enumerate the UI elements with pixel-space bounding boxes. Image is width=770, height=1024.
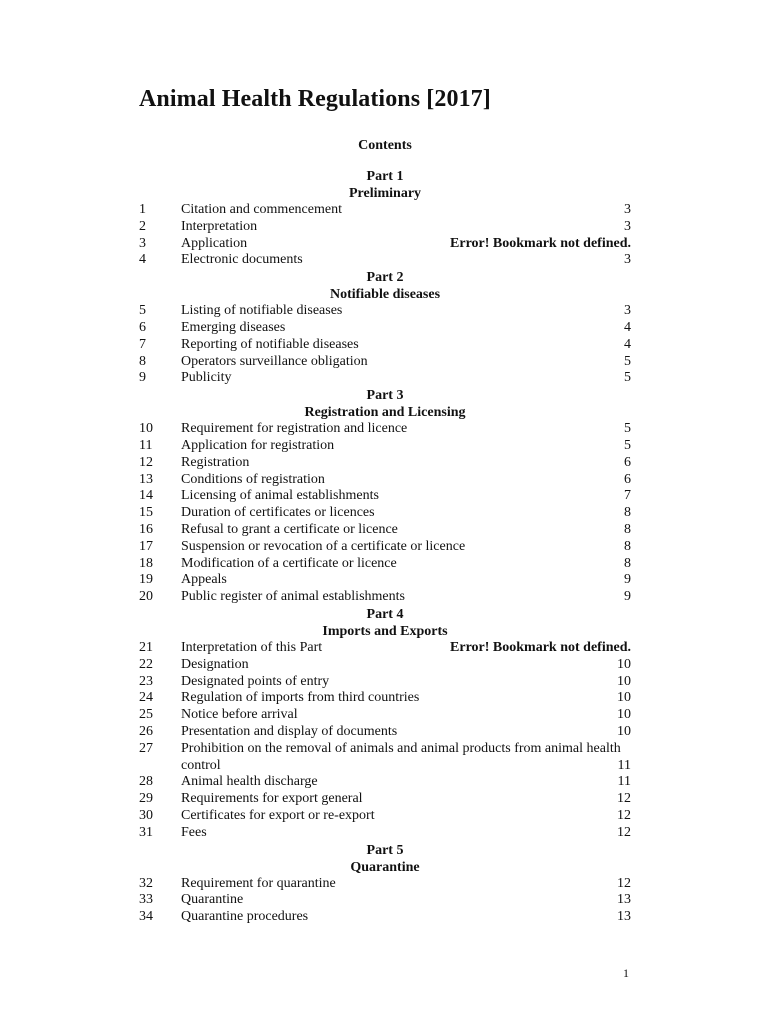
- toc-entry[interactable]: [0, 572, 770, 589]
- toc-entry-page: 9: [624, 572, 631, 588]
- toc-entry-number: 24: [139, 690, 153, 706]
- toc-entry-number: 5: [139, 303, 146, 319]
- toc-entry[interactable]: [0, 337, 770, 354]
- toc-entry-title: Emerging diseases: [181, 319, 286, 335]
- toc-entry[interactable]: [0, 657, 770, 674]
- toc-entry-number: 11: [139, 437, 153, 453]
- toc-entry-title: Licensing of animal establishments: [181, 488, 379, 504]
- toc-entry-number: 1: [139, 202, 146, 217]
- toc-entry[interactable]: [0, 909, 770, 926]
- toc-entry-page: 6: [624, 471, 631, 487]
- part-label: Part 5: [366, 842, 404, 858]
- toc-entry-title: Suspension or revocation of a certificate or licence: [181, 538, 466, 554]
- part-title: Notifiable diseases: [329, 287, 441, 303]
- toc-entry-title: Requirements for export general: [181, 791, 363, 807]
- toc-entry-page: 4: [624, 319, 631, 335]
- toc-entry-page: 8: [624, 538, 631, 554]
- toc-entry[interactable]: [0, 707, 770, 724]
- toc-entry-title: Regulation of imports from third countries: [181, 690, 420, 706]
- toc-entry-page: 10: [617, 723, 631, 739]
- toc-entry[interactable]: [0, 354, 770, 371]
- toc-entry-number: 29: [139, 791, 153, 807]
- toc-entry-page: 3: [624, 303, 631, 319]
- toc-entry-number: 26: [139, 723, 153, 739]
- toc-entry[interactable]: [0, 589, 770, 606]
- toc-entry[interactable]: [0, 202, 770, 219]
- toc-entry[interactable]: [0, 791, 770, 808]
- part-title: Imports and Exports: [322, 623, 448, 639]
- toc-entry-number: 9: [139, 370, 146, 386]
- toc-entry-number: 13: [139, 471, 153, 487]
- toc-entry-title: Citation and commencement: [181, 202, 342, 217]
- toc-entry-number: 8: [139, 353, 146, 369]
- toc-entry-page: Error! Bookmark not defined.: [450, 639, 631, 655]
- toc-entry-page: 5: [624, 370, 631, 386]
- toc-entry-title: Reporting of notifiable diseases: [181, 336, 359, 352]
- toc-entry-title: Fees: [181, 824, 207, 840]
- toc-entry-title: Interpretation: [181, 218, 258, 234]
- part-title: Registration and Licensing: [304, 405, 466, 421]
- toc-entry[interactable]: [0, 472, 770, 489]
- toc-entry-number: 6: [139, 319, 146, 335]
- toc-entry-title: Conditions of registration: [181, 471, 325, 487]
- document-title: Animal Health Regulations [2017]: [139, 86, 491, 112]
- part-label: Part 3: [366, 388, 404, 404]
- toc-entry-title: Public register of animal establishments: [181, 589, 405, 605]
- toc-entry[interactable]: [0, 724, 770, 741]
- toc-entry-number: 10: [139, 421, 153, 437]
- toc-entry-page: 11: [617, 774, 631, 790]
- toc-entry-title: Prohibition on the removal of animals and animal products from animal health control: [181, 740, 621, 773]
- toc-entry-title: Interpretation of this Part: [181, 639, 323, 655]
- toc-entry-page: 11: [617, 757, 631, 773]
- toc-entry-number: 16: [139, 521, 153, 537]
- toc-entry[interactable]: [0, 438, 770, 455]
- toc-entry[interactable]: [0, 320, 770, 337]
- toc-entry[interactable]: [0, 674, 770, 691]
- toc-entry-number: 32: [139, 875, 153, 891]
- toc-entry[interactable]: [0, 219, 770, 236]
- toc-entry-title: Designated points of entry: [181, 673, 330, 689]
- toc-entry-number: 25: [139, 707, 153, 723]
- toc-entry-page: 4: [624, 336, 631, 352]
- toc-entry-number: 20: [139, 589, 153, 605]
- part-label: Part 2: [366, 270, 404, 286]
- toc-entry-number: 27: [139, 740, 153, 756]
- toc-entry-number: 17: [139, 538, 153, 554]
- toc-entry-title: Application: [181, 235, 248, 251]
- toc-entry-number: 22: [139, 656, 153, 672]
- contents-heading: Contents: [358, 138, 412, 153]
- toc-entry-number: 21: [139, 639, 153, 655]
- table-of-contents: [0, 168, 770, 926]
- toc-entry-title: Quarantine: [181, 892, 244, 908]
- toc-entry-title: Animal health discharge: [181, 774, 318, 790]
- toc-entry-number: 23: [139, 673, 153, 689]
- toc-entry-page: 3: [624, 252, 631, 268]
- toc-entry[interactable]: [0, 455, 770, 472]
- toc-entry-page: 5: [624, 353, 631, 369]
- toc-entry[interactable]: [0, 876, 770, 893]
- toc-entry-number: 18: [139, 555, 153, 571]
- toc-entry-page: 10: [617, 673, 631, 689]
- toc-entry-title: Application for registration: [181, 437, 335, 453]
- toc-entry-title: Appeals: [181, 572, 227, 588]
- toc-entry-number: 3: [139, 235, 146, 251]
- toc-entry[interactable]: [0, 252, 770, 269]
- toc-entry-page: 13: [617, 909, 631, 925]
- toc-entry-title: Notice before arrival: [181, 707, 298, 723]
- toc-entry-page: 8: [624, 505, 631, 521]
- toc-entry[interactable]: [0, 488, 770, 505]
- toc-entry-page: 8: [624, 521, 631, 537]
- toc-entry-page: 9: [624, 589, 631, 605]
- toc-entry[interactable]: [0, 808, 770, 825]
- toc-entry-page: 7: [624, 488, 631, 504]
- toc-entry[interactable]: [0, 370, 770, 387]
- toc-entry-page: 10: [617, 707, 631, 723]
- toc-entry-title: Quarantine procedures: [181, 909, 309, 925]
- page-number: 1: [623, 966, 629, 980]
- toc-entry-page: 12: [617, 824, 631, 840]
- toc-entry-title: Duration of certificates or licences: [181, 505, 375, 521]
- toc-entry[interactable]: [0, 421, 770, 438]
- toc-entry-number: 4: [139, 252, 146, 268]
- toc-entry-title: Operators surveillance obligation: [181, 353, 368, 369]
- toc-entry-page: 3: [624, 202, 631, 217]
- toc-entry-number: 19: [139, 572, 153, 588]
- toc-entry-title: Designation: [181, 656, 249, 672]
- toc-entry-number: 34: [139, 909, 153, 925]
- toc-entry-page: 10: [617, 656, 631, 672]
- toc-entry-number: 28: [139, 774, 153, 790]
- part-title: Preliminary: [348, 186, 422, 201]
- toc-entry[interactable]: [0, 539, 770, 556]
- toc-entry-page: 5: [624, 437, 631, 453]
- toc-entry-title: Certificates for export or re-export: [181, 807, 375, 823]
- toc-entry-number: 12: [139, 454, 153, 470]
- toc-entry[interactable]: [0, 741, 770, 775]
- toc-entry-number: 15: [139, 505, 153, 521]
- toc-entry-title: Presentation and display of documents: [181, 723, 398, 739]
- part-label: Part 4: [366, 606, 404, 622]
- toc-entry-page: Error! Bookmark not defined.: [450, 235, 631, 251]
- toc-entry-title: Modification of a certificate or licence: [181, 555, 397, 571]
- toc-entry-page: 6: [624, 454, 631, 470]
- toc-entry-title: Publicity: [181, 370, 232, 386]
- toc-entry[interactable]: [0, 236, 770, 253]
- toc-entry-number: 2: [139, 218, 146, 234]
- toc-entry-number: 33: [139, 892, 153, 908]
- toc-entry-title: Refusal to grant a certificate or licence: [181, 521, 398, 537]
- toc-entry-number: 14: [139, 488, 153, 504]
- toc-entry[interactable]: [0, 892, 770, 909]
- toc-entry-number: 30: [139, 807, 153, 823]
- part-label: Part 1: [366, 169, 404, 184]
- toc-entry[interactable]: [0, 522, 770, 539]
- toc-entry[interactable]: [0, 825, 770, 842]
- toc-entry-title: Listing of notifiable diseases: [181, 303, 343, 319]
- toc-entry-number: 31: [139, 824, 153, 840]
- toc-entry-number: 7: [139, 336, 146, 352]
- toc-entry-title: Electronic documents: [181, 252, 303, 268]
- toc-entry-page: 13: [617, 892, 631, 908]
- toc-entry[interactable]: [0, 774, 770, 791]
- toc-entry[interactable]: [0, 505, 770, 522]
- toc-entry-title: Requirement for quarantine: [181, 875, 336, 891]
- toc-entry[interactable]: [0, 640, 770, 657]
- toc-entry-page: 12: [617, 875, 631, 891]
- toc-entry-page: 10: [617, 690, 631, 706]
- toc-entry[interactable]: [0, 556, 770, 573]
- toc-entry-page: 5: [624, 421, 631, 437]
- toc-entry-page: 12: [617, 791, 631, 807]
- part-title: Quarantine: [350, 859, 420, 875]
- toc-entry[interactable]: [0, 303, 770, 320]
- toc-entry-page: 3: [624, 218, 631, 234]
- toc-entry-title: Requirement for registration and licence: [181, 421, 408, 437]
- toc-entry[interactable]: [0, 690, 770, 707]
- toc-entry-page: 8: [624, 555, 631, 571]
- toc-entry-page: 12: [617, 807, 631, 823]
- toc-entry-title: Registration: [181, 454, 250, 470]
